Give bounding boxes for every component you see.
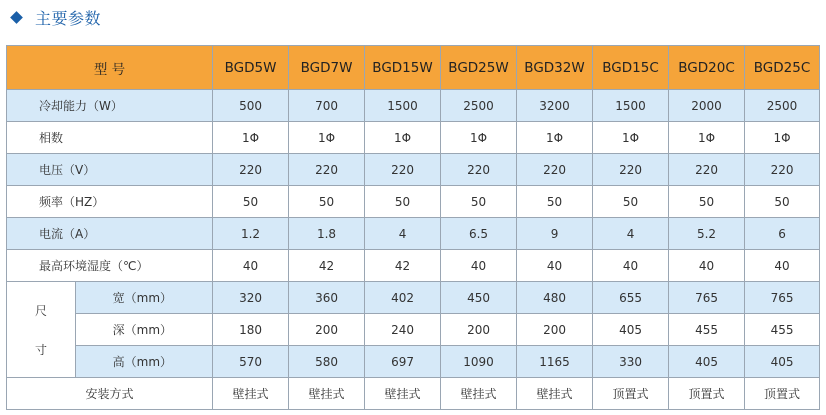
table-row [7, 154, 820, 186]
value-cell: 405 [593, 314, 669, 346]
model-header-cell: BGD15C [593, 46, 669, 90]
value-cell: 4 [365, 218, 441, 250]
value-cell: 220 [669, 154, 745, 186]
dimension-row-label: 深（mm） [76, 314, 213, 346]
value-cell: 40 [669, 250, 745, 282]
value-cell: 40 [593, 250, 669, 282]
value-cell: 330 [593, 346, 669, 378]
value-cell: 220 [593, 154, 669, 186]
value-cell: 2500 [745, 90, 820, 122]
value-cell: 壁挂式 [289, 378, 365, 410]
value-cell: 1Φ [213, 122, 289, 154]
row-label: 频率（HZ） [7, 186, 213, 218]
section-heading [10, 4, 101, 30]
value-cell: 500 [213, 90, 289, 122]
value-cell: 9 [517, 218, 593, 250]
table-row [7, 122, 820, 154]
value-cell: 200 [289, 314, 365, 346]
value-cell: 765 [745, 282, 820, 314]
value-cell: 50 [289, 186, 365, 218]
dimension-row-label: 宽（mm） [76, 282, 213, 314]
value-cell: 6.5 [441, 218, 517, 250]
value-cell: 50 [669, 186, 745, 218]
value-cell: 42 [365, 250, 441, 282]
value-cell: 50 [745, 186, 820, 218]
value-cell: 40 [517, 250, 593, 282]
value-cell: 1165 [517, 346, 593, 378]
diamond-icon [10, 11, 23, 24]
model-header-cell: BGD20C [669, 46, 745, 90]
value-cell: 360 [289, 282, 365, 314]
table-row [7, 90, 820, 122]
value-cell: 1500 [593, 90, 669, 122]
value-cell: 570 [213, 346, 289, 378]
value-cell: 50 [517, 186, 593, 218]
value-cell: 405 [745, 346, 820, 378]
table-header-row [7, 46, 820, 90]
value-cell: 1Φ [517, 122, 593, 154]
value-cell: 40 [213, 250, 289, 282]
table-row [7, 346, 820, 378]
value-cell: 405 [669, 346, 745, 378]
value-cell: 2500 [441, 90, 517, 122]
value-cell: 240 [365, 314, 441, 346]
value-cell: 50 [593, 186, 669, 218]
value-cell: 180 [213, 314, 289, 346]
value-cell: 顶置式 [745, 378, 820, 410]
value-cell: 320 [213, 282, 289, 314]
value-cell: 220 [517, 154, 593, 186]
model-header-cell: BGD15W [365, 46, 441, 90]
model-header-cell: BGD25W [441, 46, 517, 90]
row-label: 电流（A） [7, 218, 213, 250]
value-cell: 1Φ [745, 122, 820, 154]
value-cell: 220 [441, 154, 517, 186]
value-cell: 220 [365, 154, 441, 186]
value-cell: 2000 [669, 90, 745, 122]
value-cell: 3200 [517, 90, 593, 122]
value-cell: 402 [365, 282, 441, 314]
value-cell: 220 [289, 154, 365, 186]
value-cell: 40 [745, 250, 820, 282]
value-cell: 5.2 [669, 218, 745, 250]
table-row [7, 314, 820, 346]
table-row [7, 186, 820, 218]
value-cell: 50 [441, 186, 517, 218]
table-row [7, 218, 820, 250]
value-cell: 765 [669, 282, 745, 314]
dimension-row-label: 高（mm） [76, 346, 213, 378]
dimension-category-cell [7, 282, 76, 378]
dimension-category-char: 尺 [34, 303, 47, 318]
value-cell: 壁挂式 [213, 378, 289, 410]
value-cell: 655 [593, 282, 669, 314]
value-cell: 1.2 [213, 218, 289, 250]
model-header-cell: BGD7W [289, 46, 365, 90]
value-cell: 1090 [441, 346, 517, 378]
value-cell: 697 [365, 346, 441, 378]
value-cell: 580 [289, 346, 365, 378]
value-cell: 50 [213, 186, 289, 218]
value-cell: 1Φ [365, 122, 441, 154]
install-row-label: 安装方式 [7, 378, 213, 410]
value-cell: 42 [289, 250, 365, 282]
dimension-category-char: 寸 [34, 342, 47, 357]
value-cell: 40 [441, 250, 517, 282]
model-header-cell: BGD25C [745, 46, 820, 90]
value-cell: 450 [441, 282, 517, 314]
value-cell: 200 [441, 314, 517, 346]
table-row [7, 250, 820, 282]
row-label: 冷却能力（W） [7, 90, 213, 122]
value-cell: 220 [213, 154, 289, 186]
value-cell: 220 [745, 154, 820, 186]
value-cell: 顶置式 [669, 378, 745, 410]
table-row [7, 282, 820, 314]
value-cell: 6 [745, 218, 820, 250]
value-cell: 455 [745, 314, 820, 346]
value-cell: 4 [593, 218, 669, 250]
value-cell: 200 [517, 314, 593, 346]
value-cell: 1Φ [593, 122, 669, 154]
value-cell: 1Φ [669, 122, 745, 154]
model-header-cell: BGD5W [213, 46, 289, 90]
model-header-label: 型 号 [7, 46, 213, 90]
value-cell: 480 [517, 282, 593, 314]
value-cell: 壁挂式 [517, 378, 593, 410]
value-cell: 1500 [365, 90, 441, 122]
section-title: 主要参数 [35, 8, 102, 28]
row-label: 相数 [7, 122, 213, 154]
value-cell: 壁挂式 [365, 378, 441, 410]
value-cell: 1.8 [289, 218, 365, 250]
value-cell: 50 [365, 186, 441, 218]
model-header-cell: BGD32W [517, 46, 593, 90]
row-label: 电压（V） [7, 154, 213, 186]
value-cell: 壁挂式 [441, 378, 517, 410]
value-cell: 顶置式 [593, 378, 669, 410]
value-cell: 1Φ [289, 122, 365, 154]
table-row [7, 378, 820, 410]
value-cell: 700 [289, 90, 365, 122]
value-cell: 1Φ [441, 122, 517, 154]
value-cell: 455 [669, 314, 745, 346]
spec-table [6, 45, 820, 410]
row-label: 最高环境湿度（℃） [7, 250, 213, 282]
